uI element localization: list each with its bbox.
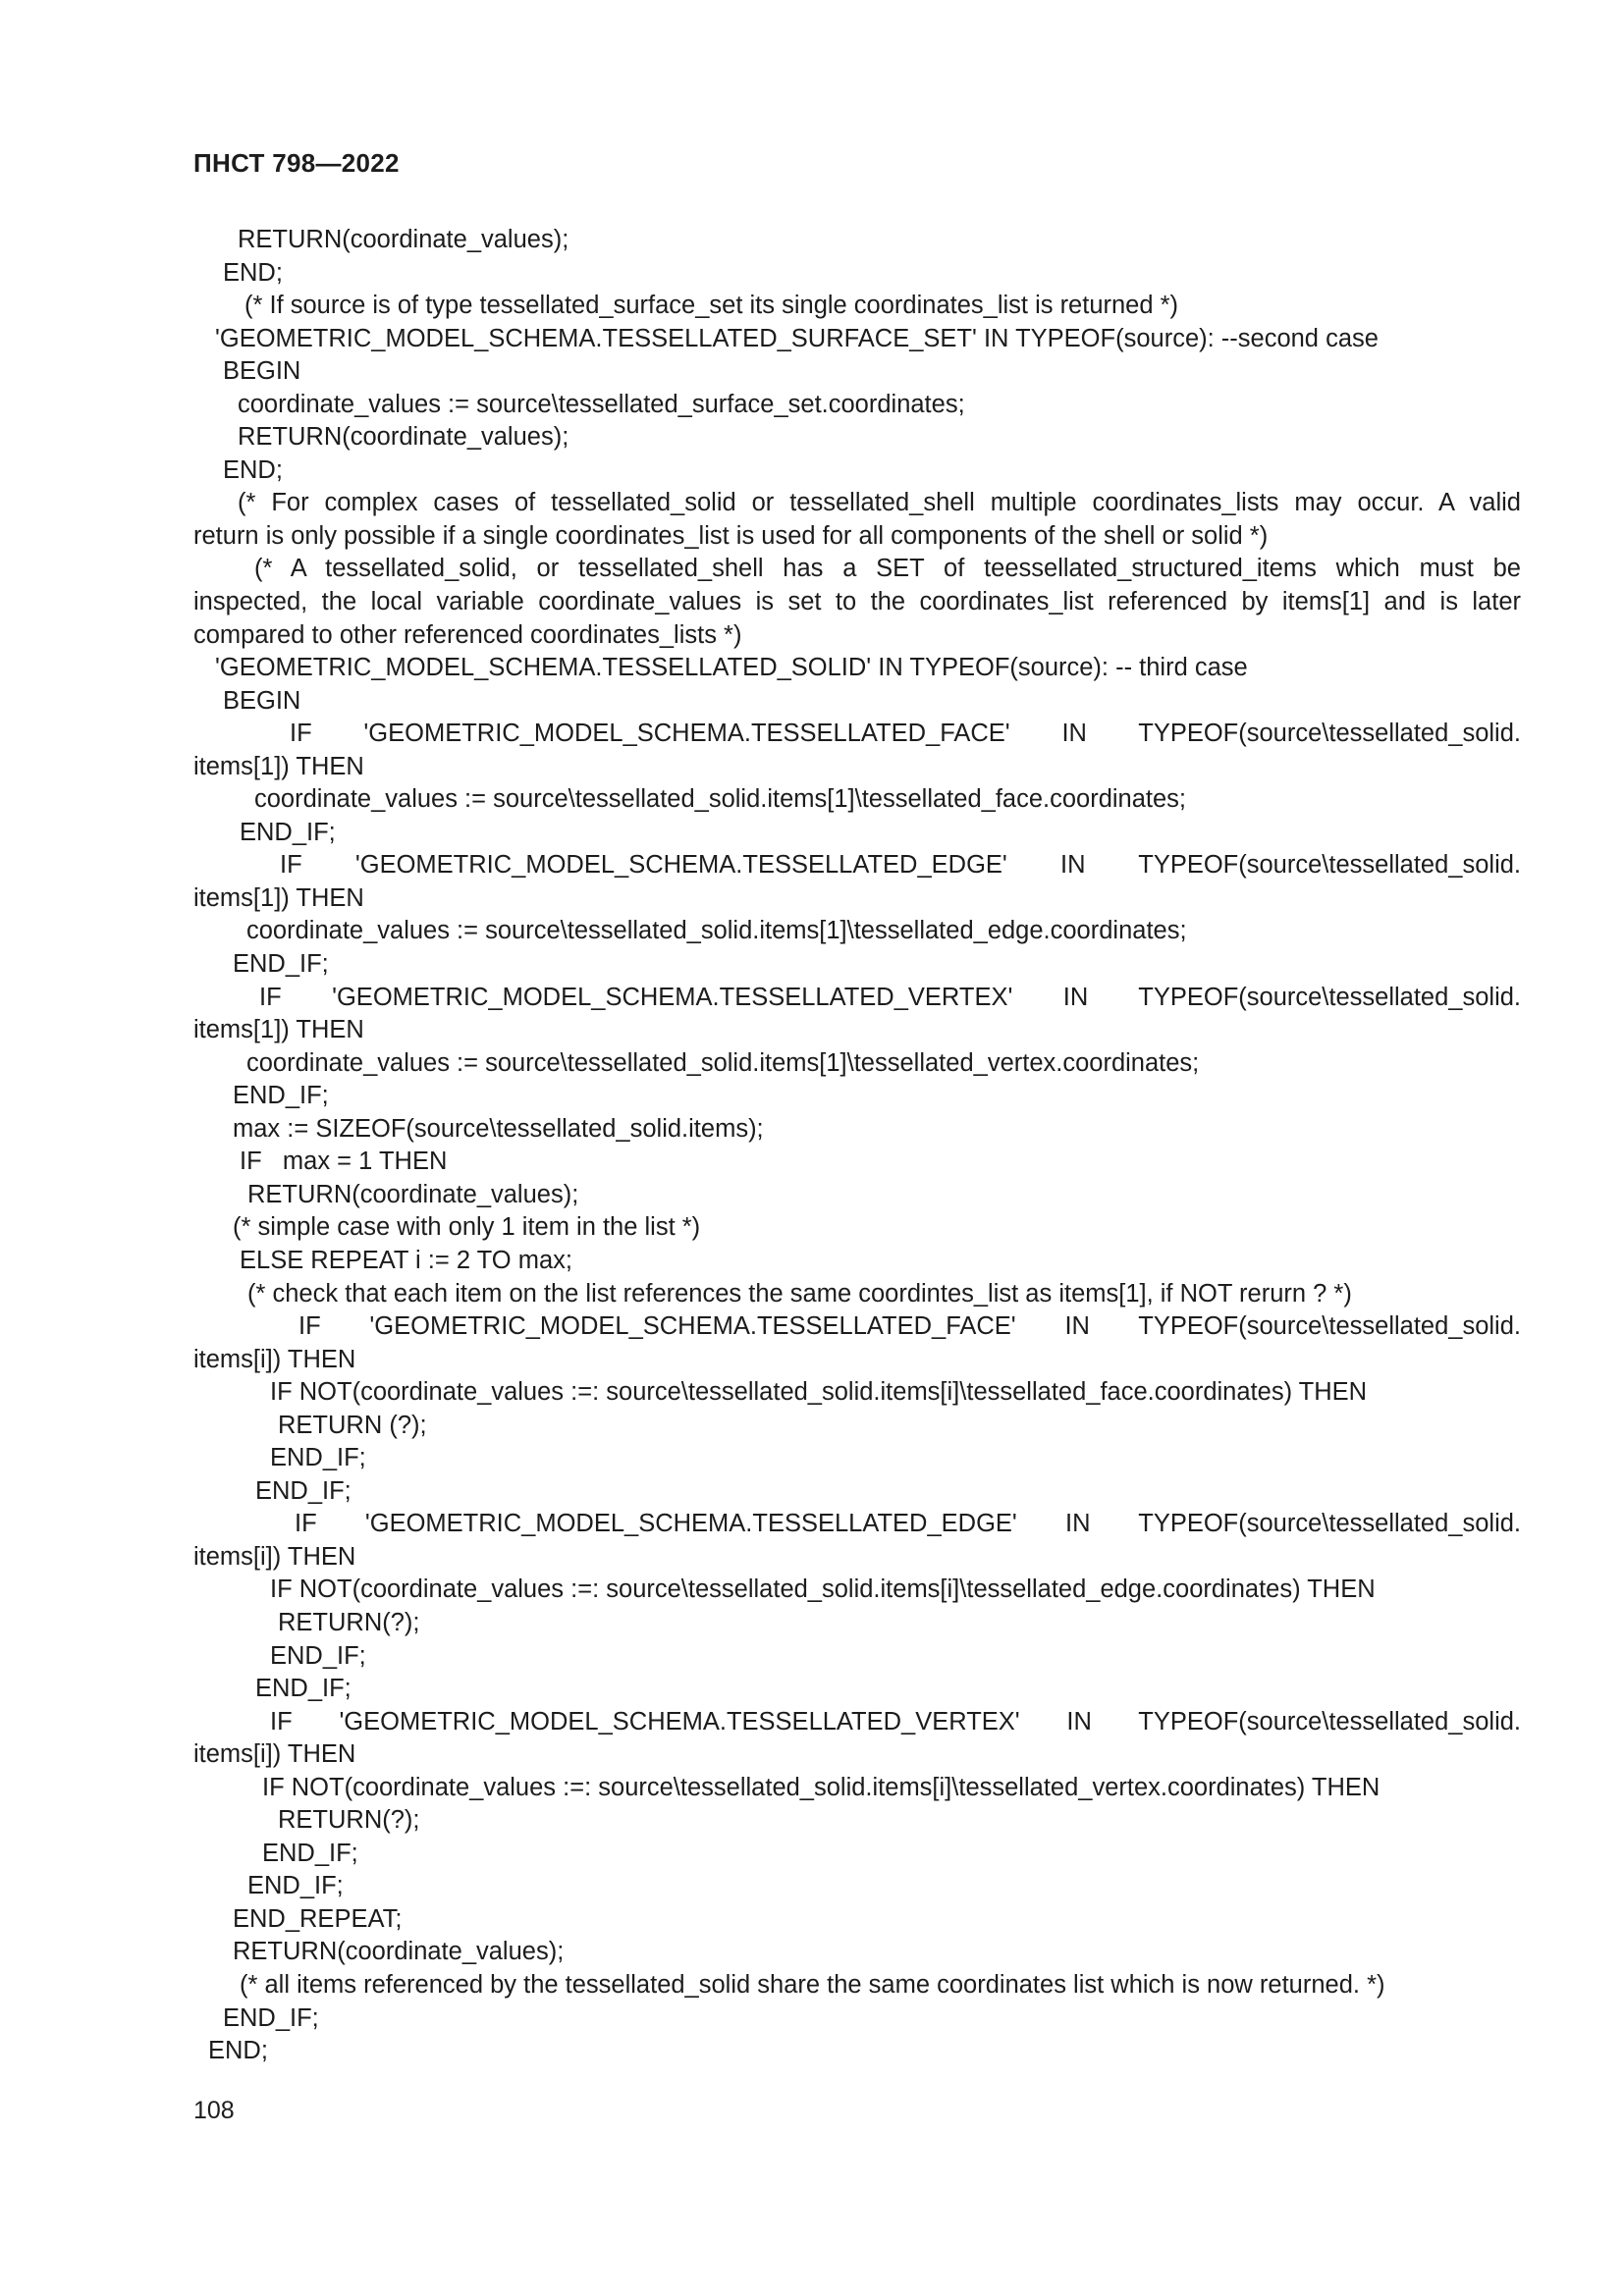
code-line: END_IF; xyxy=(262,1839,358,1867)
code-line: (* check that each item on the list references the same coordintes_list as items[1], if NOT rerurn ? *) xyxy=(247,1279,1352,1308)
code-line: IF NOT(coordinate_values :=: source\tessellated_solid.items[i]\tessellated_edge.coordinates) THEN xyxy=(270,1575,1376,1604)
document-header-code: ПНСТ 798—2022 xyxy=(193,148,400,178)
code-line: items[i]) THEN xyxy=(193,1345,356,1373)
page-number: 108 xyxy=(193,2097,235,2124)
code-line: coordinate_values := source\tessellated_solid.items[1]\tessellated_face.coordinates; xyxy=(254,785,1187,814)
code-line: END; xyxy=(208,2037,268,2065)
code-line: IF max = 1 THEN xyxy=(240,1148,448,1176)
code-line: items[i]) THEN xyxy=(193,1542,356,1571)
code-line: END_IF; xyxy=(223,2003,319,2032)
code-line: BEGIN xyxy=(223,686,301,715)
code-line: 'GEOMETRIC_MODEL_SCHEMA.TESSELLATED_SOLID' IN TYPEOF(source): -- third case xyxy=(215,654,1248,682)
code-line: RETURN(?); xyxy=(278,1806,420,1835)
code-line: (* If source is of type tessellated_surface_set its single coordinates_list is returned *) xyxy=(244,292,1179,320)
code-line: return is only possible if a single coordinates_list is used for all components of the shell or solid *) xyxy=(193,521,1269,550)
code-line: IF 'GEOMETRIC_MODEL_SCHEMA.TESSELLATED_VERTEX' IN TYPEOF(source\tessellated_solid. xyxy=(270,1707,1521,1735)
code-line: END_IF; xyxy=(233,1082,329,1110)
code-line: END_IF; xyxy=(233,950,329,979)
code-line: RETURN(coordinate_values); xyxy=(233,1938,565,1966)
code-line: items[1]) THEN xyxy=(193,883,364,912)
code-line: ELSE REPEAT i := 2 TO max; xyxy=(240,1246,572,1274)
code-line: IF 'GEOMETRIC_MODEL_SCHEMA.TESSELLATED_EDGE' IN TYPEOF(source\tessellated_solid. xyxy=(295,1510,1521,1538)
express-code-listing xyxy=(193,224,1521,2068)
code-line: RETURN(?); xyxy=(278,1608,420,1636)
code-line: IF NOT(coordinate_values :=: source\tessellated_solid.items[i]\tessellated_face.coordinates) THEN xyxy=(270,1378,1368,1407)
code-line: (* For complex cases of tessellated_solid or tessellated_shell multiple coordinates_lists may occur. A valid xyxy=(238,489,1521,517)
code-line: END_IF; xyxy=(255,1476,352,1505)
code-line: coordinate_values := source\tessellated_surface_set.coordinates; xyxy=(238,390,965,418)
code-line: IF NOT(coordinate_values :=: source\tessellated_solid.items[i]\tessellated_vertex.coordinates) THEN xyxy=(262,1773,1380,1801)
code-line: inspected, the local variable coordinate_values is set to the coordinates_list referenced by items[1] and is later xyxy=(193,588,1521,616)
code-line: BEGIN xyxy=(223,357,301,386)
code-line: END_IF; xyxy=(255,1675,352,1703)
code-line: END_REPEAT; xyxy=(233,1904,403,1933)
code-line: items[1]) THEN xyxy=(193,1016,364,1044)
code-line: 'GEOMETRIC_MODEL_SCHEMA.TESSELLATED_SURFACE_SET' IN TYPEOF(source): --second case xyxy=(215,324,1379,352)
code-line: END_IF; xyxy=(270,1444,366,1472)
code-line: IF 'GEOMETRIC_MODEL_SCHEMA.TESSELLATED_FACE' IN TYPEOF(source\tessellated_solid. xyxy=(298,1312,1521,1341)
code-line: END; xyxy=(223,455,283,484)
code-line: END_IF; xyxy=(247,1872,344,1900)
code-line: max := SIZEOF(source\tessellated_solid.items); xyxy=(233,1114,764,1143)
code-line: (* simple case with only 1 item in the list *) xyxy=(233,1213,701,1242)
code-line: IF 'GEOMETRIC_MODEL_SCHEMA.TESSELLATED_FACE' IN TYPEOF(source\tessellated_solid. xyxy=(290,720,1521,748)
code-line: IF 'GEOMETRIC_MODEL_SCHEMA.TESSELLATED_EDGE' IN TYPEOF(source\tessellated_solid. xyxy=(280,851,1521,880)
code-line: coordinate_values := source\tessellated_solid.items[1]\tessellated_vertex.coordinates; xyxy=(246,1048,1200,1077)
code-line: RETURN (?); xyxy=(278,1411,427,1439)
code-line: END_IF; xyxy=(270,1641,366,1670)
code-line: IF 'GEOMETRIC_MODEL_SCHEMA.TESSELLATED_VERTEX' IN TYPEOF(source\tessellated_solid. xyxy=(259,983,1521,1011)
code-line: items[i]) THEN xyxy=(193,1740,356,1769)
code-line: items[1]) THEN xyxy=(193,752,364,780)
code-line: RETURN(coordinate_values); xyxy=(238,423,569,452)
code-line: compared to other referenced coordinates_lists *) xyxy=(193,620,742,649)
code-line: (* all items referenced by the tessellated_solid share the same coordinates list which is now returned. *) xyxy=(240,1970,1385,1999)
code-line: END; xyxy=(223,258,283,287)
code-line: coordinate_values := source\tessellated_solid.items[1]\tessellated_edge.coordinates; xyxy=(246,917,1187,945)
code-line: END_IF; xyxy=(240,818,336,846)
code-line: (* A tessellated_solid, or tessellated_shell has a SET of teessellated_structured_items which must be xyxy=(254,555,1521,583)
code-line: RETURN(coordinate_values); xyxy=(247,1180,579,1208)
code-line: RETURN(coordinate_values); xyxy=(238,226,569,253)
